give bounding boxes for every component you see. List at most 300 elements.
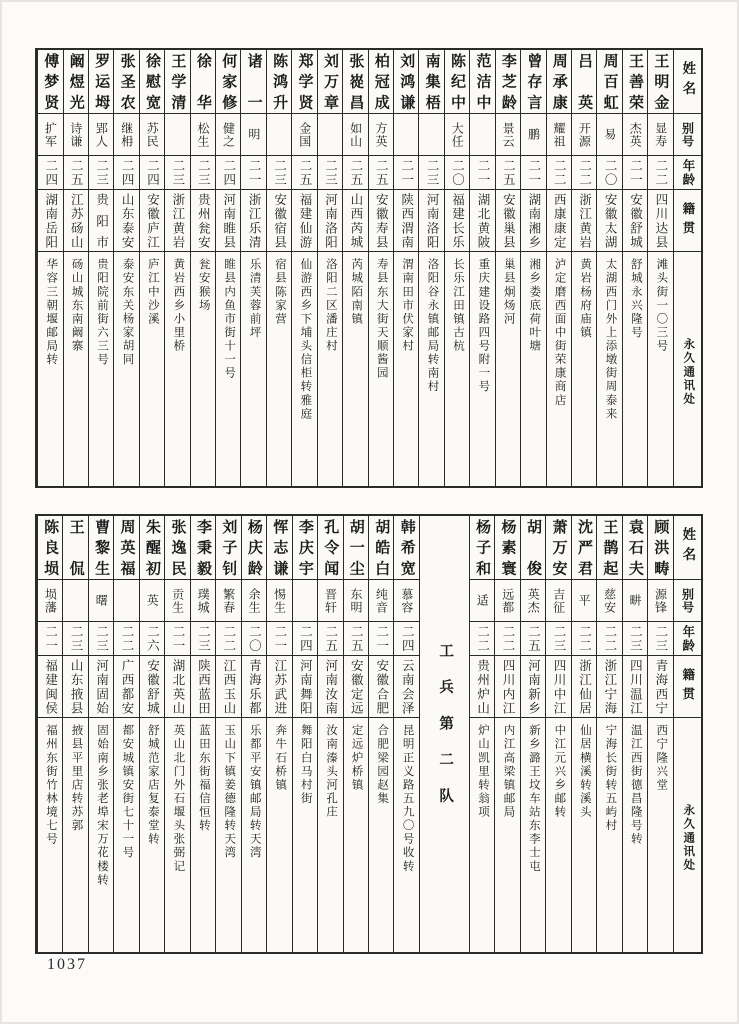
address-cell xyxy=(140,252,164,486)
age-text: 二一 xyxy=(628,158,643,187)
age-cell xyxy=(496,156,520,190)
age-text: 二三 xyxy=(425,158,440,187)
age-cell xyxy=(267,622,291,656)
age-text: 二二 xyxy=(577,158,592,187)
age-text: 二三 xyxy=(653,624,668,653)
name-cell xyxy=(648,50,672,114)
section-divider-label: 工兵第二队 xyxy=(437,643,454,825)
header-name-label: 姓名 xyxy=(680,527,696,568)
native-cell xyxy=(267,190,291,252)
native-text: 河南固始 xyxy=(94,659,109,714)
native-cell xyxy=(89,656,113,718)
alias-text: 余生 xyxy=(247,587,262,614)
age-cell xyxy=(318,622,342,656)
name-cell xyxy=(267,50,291,114)
alias-cell xyxy=(344,580,368,622)
name-cell xyxy=(623,516,647,580)
directory-entry-column xyxy=(393,50,418,486)
address-cell xyxy=(343,252,367,486)
name-text: 沈严君 xyxy=(575,519,592,576)
name-cell xyxy=(318,50,342,114)
age-text: 二三 xyxy=(196,624,211,653)
name-cell xyxy=(64,50,88,114)
directory-entry-column xyxy=(266,516,291,952)
header-alias-cell xyxy=(674,114,701,156)
header-age-label: 年龄 xyxy=(680,158,695,187)
directory-entry-column xyxy=(164,50,189,486)
address-cell xyxy=(38,252,62,486)
native-text: 河南洛阳 xyxy=(323,193,338,248)
alias-cell xyxy=(241,114,265,156)
native-text: 云南会泽 xyxy=(400,659,415,714)
native-cell xyxy=(521,190,545,252)
age-cell xyxy=(292,156,316,190)
alias-text: 纯音 xyxy=(374,587,389,614)
age-cell xyxy=(140,156,164,190)
alias-cell xyxy=(191,114,215,156)
address-text: 定远炉桥镇 xyxy=(350,724,363,792)
name-text: 杨庆龄 xyxy=(245,519,262,576)
alias-text: 畊 xyxy=(628,594,643,607)
age-text: 二〇 xyxy=(603,158,618,187)
age-text: 二二 xyxy=(602,624,617,653)
age-text: 二一 xyxy=(526,158,541,187)
name-cell xyxy=(369,516,393,580)
address-text: 西宁隆兴堂 xyxy=(655,724,668,792)
native-cell xyxy=(648,190,672,252)
address-text: 蓝田东街福信恒转 xyxy=(197,724,210,833)
directory-entry-column xyxy=(342,50,367,486)
header-column xyxy=(673,50,701,486)
age-cell xyxy=(521,156,545,190)
alias-text: 平 xyxy=(577,594,592,607)
alias-cell xyxy=(140,114,164,156)
address-cell xyxy=(521,718,545,952)
native-cell xyxy=(89,190,113,252)
address-text: 新乡潞王坟车站东李士屯 xyxy=(527,724,540,874)
age-text: 二五 xyxy=(69,158,84,187)
native-cell xyxy=(597,190,621,252)
alias-cell xyxy=(648,580,672,622)
native-text: 贵阳市 xyxy=(94,193,109,248)
address-cell xyxy=(572,718,596,952)
native-cell xyxy=(191,656,215,718)
age-cell xyxy=(64,156,88,190)
address-text: 洛阳谷永镇邮局转南村 xyxy=(426,258,439,394)
name-cell xyxy=(89,516,113,580)
native-cell xyxy=(293,656,317,718)
address-text: 长乐江田镇古杭 xyxy=(451,258,464,353)
name-text: 南集梧 xyxy=(423,53,440,110)
age-cell xyxy=(623,156,647,190)
alias-cell xyxy=(318,580,342,622)
alias-text: 埙藩 xyxy=(43,587,58,614)
alias-text: 金国 xyxy=(297,121,312,148)
alias-cell xyxy=(470,580,494,622)
alias-text: 慕容 xyxy=(399,587,414,614)
directory-entry-column xyxy=(647,516,672,952)
name-text: 何家修 xyxy=(220,53,237,110)
name-text: 范洁中 xyxy=(474,53,491,110)
age-cell xyxy=(419,156,443,190)
alias-cell xyxy=(242,580,266,622)
header-column xyxy=(673,516,701,952)
name-text: 傅梦贤 xyxy=(42,53,59,110)
age-text: 二〇 xyxy=(247,624,262,653)
native-text: 浙江黄岩 xyxy=(170,193,185,248)
age-text: 二三 xyxy=(94,158,109,187)
address-text: 巢县炯炀河 xyxy=(502,258,515,326)
name-text: 罗运坶 xyxy=(93,53,110,110)
directory-entry-column xyxy=(368,50,393,486)
address-text: 贵阳院前街六三号 xyxy=(96,258,109,367)
name-text: 李庆宇 xyxy=(296,519,313,576)
name-cell xyxy=(470,50,494,114)
address-cell xyxy=(369,718,393,952)
name-cell xyxy=(241,50,265,114)
name-text: 李秉毅 xyxy=(194,519,211,576)
name-text: 柏冠成 xyxy=(372,53,389,110)
address-text: 舒城永兴隆号 xyxy=(629,258,642,340)
address-cell xyxy=(597,252,621,486)
native-cell xyxy=(419,190,443,252)
native-cell xyxy=(470,190,494,252)
alias-cell xyxy=(597,114,621,156)
age-cell xyxy=(114,622,138,656)
age-cell xyxy=(623,622,647,656)
native-cell xyxy=(495,656,519,718)
address-text: 砀山城东南阚寨 xyxy=(70,258,83,353)
alias-text: 适 xyxy=(475,594,490,607)
alias-cell xyxy=(394,114,418,156)
directory-entry-column xyxy=(343,516,368,952)
address-text: 昆明正义路五九〇号收转 xyxy=(401,724,414,874)
native-cell xyxy=(496,190,520,252)
native-cell xyxy=(623,656,647,718)
native-text: 江苏砀山 xyxy=(69,193,84,248)
name-cell xyxy=(496,50,520,114)
name-cell xyxy=(521,516,545,580)
alias-cell xyxy=(165,580,189,622)
alias-text: 诗谦 xyxy=(68,121,83,148)
alias-cell xyxy=(63,580,87,622)
address-text: 宿县陈家营 xyxy=(274,258,286,326)
name-text: 郑学贤 xyxy=(296,53,313,110)
age-cell xyxy=(318,156,342,190)
native-text: 安徽寿县 xyxy=(374,193,389,248)
native-text: 河南舞阳 xyxy=(298,659,313,714)
page-number: 1037 xyxy=(47,956,87,973)
address-cell xyxy=(623,718,647,952)
address-cell xyxy=(521,252,545,486)
alias-text: 英 xyxy=(145,594,160,607)
directory-entry-column xyxy=(317,50,342,486)
age-cell xyxy=(63,622,87,656)
name-text: 诸一 xyxy=(245,53,262,110)
native-text: 湖北黄陂 xyxy=(475,193,490,248)
native-text: 青海西宁 xyxy=(653,659,668,714)
directory-entry-column xyxy=(469,50,494,486)
age-text: 二五 xyxy=(298,158,313,187)
header-native-label: 籍贯 xyxy=(680,201,695,240)
directory-entry-column xyxy=(495,50,520,486)
address-cell xyxy=(369,252,393,486)
name-text: 刘子钊 xyxy=(220,519,237,576)
directory-entry-column xyxy=(622,50,647,486)
name-cell xyxy=(344,516,368,580)
address-text: 合肥梁园赵集 xyxy=(376,724,389,806)
name-cell xyxy=(191,50,215,114)
address-cell xyxy=(63,718,87,952)
native-text: 广西都安 xyxy=(120,659,135,714)
alias-text: 惕生 xyxy=(272,587,287,614)
address-text: 黄岩杨府庙镇 xyxy=(579,258,592,340)
alias-text: 鹏 xyxy=(526,128,541,141)
address-cell xyxy=(267,718,291,952)
age-text: 二六 xyxy=(145,624,160,653)
native-text: 安徽宿县 xyxy=(272,193,287,248)
alias-cell xyxy=(547,114,571,156)
name-text: 孔令闻 xyxy=(322,519,339,576)
native-cell xyxy=(546,656,570,718)
alias-cell xyxy=(216,114,240,156)
alias-cell xyxy=(140,580,164,622)
native-cell xyxy=(623,190,647,252)
name-cell xyxy=(521,50,545,114)
age-text: 二四 xyxy=(120,158,135,187)
directory-entry-column xyxy=(164,516,189,952)
directory-entry-column xyxy=(418,50,443,486)
name-cell xyxy=(38,516,62,580)
directory-entry-column xyxy=(139,50,164,486)
address-cell xyxy=(623,252,647,486)
alias-text: 贡生 xyxy=(170,587,185,614)
age-cell xyxy=(114,156,138,190)
address-cell xyxy=(242,718,266,952)
name-text: 张嵸昌 xyxy=(347,53,364,110)
name-cell xyxy=(394,50,418,114)
native-text: 西康康定 xyxy=(552,193,567,248)
age-cell xyxy=(369,622,393,656)
address-cell xyxy=(89,718,113,952)
native-text: 安徽定远 xyxy=(349,659,364,714)
age-text: 二三 xyxy=(628,624,643,653)
address-text: 宁海长街转五屿村 xyxy=(604,724,617,833)
age-cell xyxy=(597,622,621,656)
native-cell xyxy=(241,190,265,252)
directory-entry-column xyxy=(622,516,647,952)
address-cell xyxy=(394,718,418,952)
directory-entry-column xyxy=(62,516,87,952)
age-cell xyxy=(140,622,164,656)
native-text: 四川达县 xyxy=(653,193,668,248)
address-text: 太湖西门外上添墩街周泰来 xyxy=(604,258,617,421)
header-address-cell xyxy=(674,252,701,486)
header-alias-label: 别号 xyxy=(680,121,695,148)
directory-entry-column xyxy=(393,516,418,952)
age-text: 二一 xyxy=(272,624,287,653)
alias-text: 大任 xyxy=(450,121,465,148)
native-cell xyxy=(242,656,266,718)
name-cell xyxy=(546,516,570,580)
address-text: 舒城范家店复泰堂转 xyxy=(146,724,159,847)
alias-cell xyxy=(216,580,240,622)
address-cell xyxy=(419,252,443,486)
address-text: 滩头街一〇三号 xyxy=(655,258,668,353)
alias-cell xyxy=(419,114,443,156)
age-cell xyxy=(191,156,215,190)
age-cell xyxy=(648,156,672,190)
age-cell xyxy=(89,622,113,656)
native-text: 四川温江 xyxy=(628,659,643,714)
directory-entry-column xyxy=(88,516,113,952)
directory-entry-column xyxy=(37,50,62,486)
native-text: 陕西蓝田 xyxy=(196,659,211,714)
address-text: 温江西街德昌隆号转 xyxy=(629,724,642,847)
directory-entry-column xyxy=(596,516,621,952)
directory-table-bottom xyxy=(35,514,703,954)
alias-cell xyxy=(293,580,317,622)
alias-cell xyxy=(38,114,62,156)
age-text: 二四 xyxy=(145,158,160,187)
native-cell xyxy=(521,656,545,718)
directory-entry-column xyxy=(444,50,469,486)
native-cell xyxy=(165,656,189,718)
address-text: 乐清芙蓉前坪 xyxy=(248,258,261,340)
age-text: 二三 xyxy=(196,158,211,187)
name-text: 韩希宽 xyxy=(398,519,415,576)
name-cell xyxy=(445,50,469,114)
native-text: 浙江乐清 xyxy=(247,193,262,248)
native-text: 四川中江 xyxy=(551,659,566,714)
alias-text: 松生 xyxy=(196,121,211,148)
alias-cell xyxy=(496,114,520,156)
age-text: 二一 xyxy=(475,158,490,187)
directory-entry-column xyxy=(113,516,138,952)
alias-cell xyxy=(623,580,647,622)
address-text: 泸定磨西面中街荣康商店 xyxy=(553,258,566,408)
age-text: 二二 xyxy=(552,158,567,187)
address-text: 黄岩西乡小里桥 xyxy=(172,258,185,353)
alias-cell xyxy=(445,114,469,156)
address-text: 玉山下镇姜德隆转天湾 xyxy=(223,724,236,860)
address-text: 固始南乡张老埠宋万花楼转 xyxy=(95,724,108,887)
name-text: 王侃 xyxy=(67,519,84,576)
age-cell xyxy=(191,622,215,656)
age-cell xyxy=(546,622,570,656)
name-text: 周百虹 xyxy=(601,53,618,110)
age-cell xyxy=(38,156,62,190)
address-text: 英山北门外石堰头张弼记 xyxy=(172,724,185,874)
native-cell xyxy=(445,190,469,252)
directory-entry-column xyxy=(113,50,138,486)
age-text: 二一 xyxy=(43,624,58,653)
name-cell xyxy=(89,50,113,114)
name-cell xyxy=(165,50,189,114)
name-cell xyxy=(140,50,164,114)
name-cell xyxy=(572,516,596,580)
age-cell xyxy=(369,156,393,190)
age-text: 二四 xyxy=(43,158,58,187)
age-text: 二三 xyxy=(323,158,338,187)
alias-cell xyxy=(89,114,113,156)
address-cell xyxy=(216,252,240,486)
age-text: 二一 xyxy=(247,158,262,187)
alias-text: 英杰 xyxy=(526,587,541,614)
address-text: 泰安东关杨家胡同 xyxy=(121,258,134,367)
name-cell xyxy=(216,516,240,580)
age-text: 二一 xyxy=(399,158,414,187)
name-text: 王明金 xyxy=(652,53,669,110)
native-text: 贵州瓮安 xyxy=(196,193,211,248)
native-cell xyxy=(343,190,367,252)
alias-text: 如山 xyxy=(348,121,363,148)
alias-cell xyxy=(623,114,647,156)
name-text: 胡皓白 xyxy=(373,519,390,576)
address-cell xyxy=(648,252,672,486)
age-text: 二五 xyxy=(501,158,516,187)
alias-text: 璞城 xyxy=(196,587,211,614)
alias-text: 耀祖 xyxy=(551,121,566,148)
age-cell xyxy=(242,622,266,656)
age-text: 二二 xyxy=(577,624,592,653)
address-text: 福州东街竹林境七号 xyxy=(45,724,58,847)
age-text: 二一 xyxy=(170,624,185,653)
name-text: 朱醒初 xyxy=(144,519,160,576)
native-text: 山东泰安 xyxy=(120,193,135,248)
alias-cell xyxy=(343,114,367,156)
age-text: 二五 xyxy=(348,158,363,187)
name-text: 萧万安 xyxy=(550,519,567,576)
alias-text: 曙 xyxy=(94,594,109,607)
alias-cell xyxy=(521,580,545,622)
native-text: 浙江宁海 xyxy=(602,659,617,714)
directory-entry-column xyxy=(241,516,266,952)
name-text: 曹黎生 xyxy=(93,519,110,576)
age-text: 二一 xyxy=(374,624,389,653)
age-text: 二四 xyxy=(298,624,313,653)
name-cell xyxy=(419,50,443,114)
alias-text: 晋轩 xyxy=(323,587,338,614)
native-cell xyxy=(216,656,240,718)
header-address-label: 永久通讯处 xyxy=(682,338,695,406)
age-cell xyxy=(394,622,418,656)
alias-text: 显寿 xyxy=(653,121,668,148)
address-cell xyxy=(572,252,596,486)
alias-text: 易 xyxy=(602,128,617,141)
native-text: 四川内江 xyxy=(501,659,516,714)
age-text: 二二 xyxy=(475,624,490,653)
name-text: 徐慰宽 xyxy=(143,53,160,110)
native-cell xyxy=(140,190,164,252)
native-cell xyxy=(344,656,368,718)
address-cell xyxy=(38,718,62,952)
native-text: 安徽太湖 xyxy=(603,193,618,248)
native-text: 山东掖县 xyxy=(69,659,84,714)
header-name-cell xyxy=(674,516,701,580)
age-text: 二三 xyxy=(551,624,566,653)
alias-cell xyxy=(267,114,291,156)
native-text: 河南新乡 xyxy=(526,659,541,714)
age-cell xyxy=(38,622,62,656)
alias-cell xyxy=(546,580,570,622)
address-cell xyxy=(470,718,494,952)
native-text: 陕西渭南 xyxy=(399,193,414,248)
age-text: 二二 xyxy=(221,624,236,653)
name-text: 刘万章 xyxy=(321,53,338,110)
address-text: 湘乡娄底荷叶塘 xyxy=(528,258,541,353)
address-text: 庐江中沙溪 xyxy=(146,258,159,326)
